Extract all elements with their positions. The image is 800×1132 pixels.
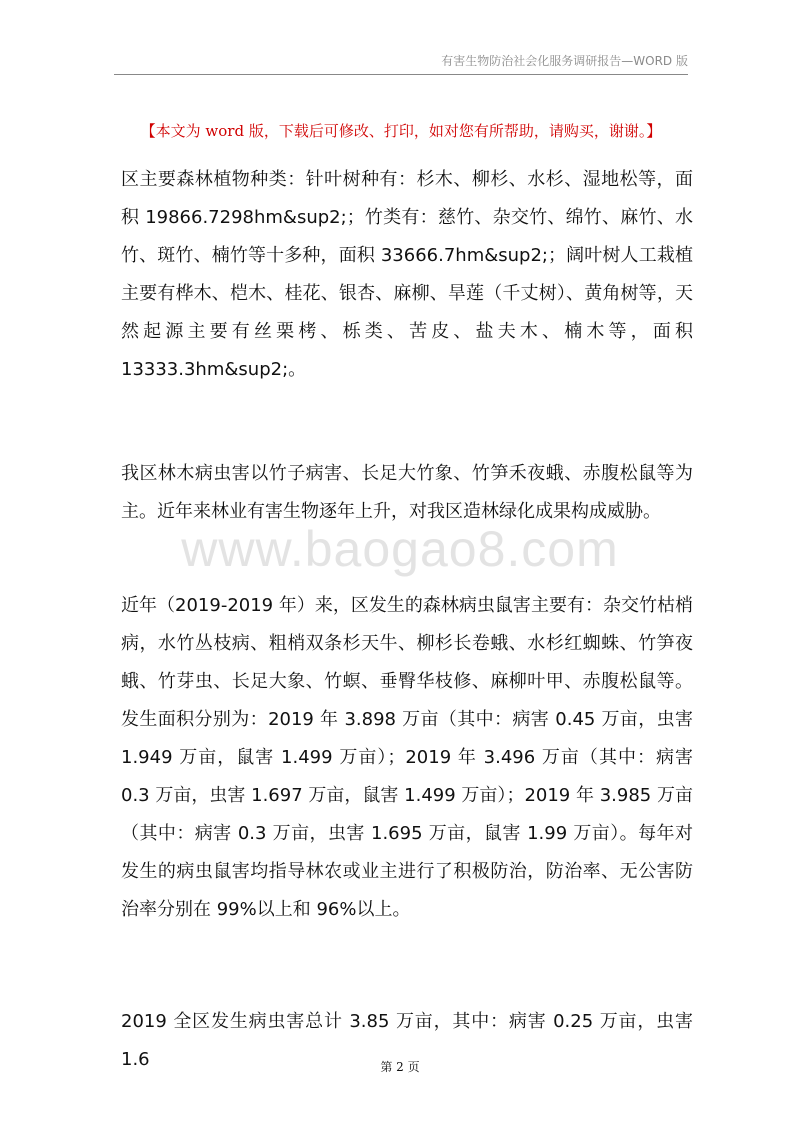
paragraph-forest-species: 区主要森林植物种类：针叶树种有：杉木、柳杉、水杉、湿地松等，面积 19866.7298hm&sup2;；竹类有：慈竹、杂交竹、绵竹、麻竹、水竹、斑竹、楠竹等十多种，面积 33666.7hm&sup2;；阔叶树人工栽植主要有桦木、桤木、桂花、银杏、麻柳、旱莲（千丈树）、黄角树等，天然起源主要有丝栗栲、栎类、苦皮、盐夫木、楠木等，面积 13333.3hm&sup2;。: [121, 169, 693, 380]
paragraph-pest-statistics: 近年（2019-2019 年）来，区发生的森林病虫鼠害主要有：杂交竹枯梢病，水竹丛枝病、粗梢双条杉天牛、柳杉长卷蛾、水杉红蜘蛛、竹笋夜蛾、竹芽虫、长足大象、竹螟、垂臀华枝修、麻柳叶甲、赤腹松鼠等。发生面积分别为：2019 年 3.898 万亩（其中：病害 0.45 万亩，虫害 1.949 万亩，鼠害 1.499 万亩）；2019 年 3.496 万亩（其中：病害 0.3 万亩，虫害 1.697 万亩，鼠害 1.499 万亩）；2019 年 3.985 万亩（其中：病害 0.3 万亩，虫害 1.695 万亩，鼠害 1.99 万亩）。每年对发生的病虫鼠害均指导林农或业主进行了积极防治，防治率、无公害防治率分别在 99%以上和 96%以上。: [121, 595, 693, 920]
header-divider: [114, 74, 688, 75]
page-header: 有害生物防治社会化服务调研报告—WORD 版: [441, 54, 688, 68]
watermark: www.baogao8.com: [181, 521, 619, 577]
purchase-notice: 【本文为 word 版，下载后可修改、打印，如对您有所帮助，请购买，谢谢。】: [140, 122, 662, 140]
paragraph-main-pests: 我区林木病虫害以竹子病害、长足大竹象、竹笋禾夜蛾、赤腹松鼠等为主。近年来林业有害生物逐年上升，对我区造林绿化成果构成威胁。: [121, 463, 693, 522]
page-number: 第 2 页: [380, 1060, 420, 1074]
paragraph-2019-summary: 2019 全区发生病虫害总计 3.85 万亩，其中：病害 0.25 万亩，虫害 1.6: [121, 1011, 693, 1070]
